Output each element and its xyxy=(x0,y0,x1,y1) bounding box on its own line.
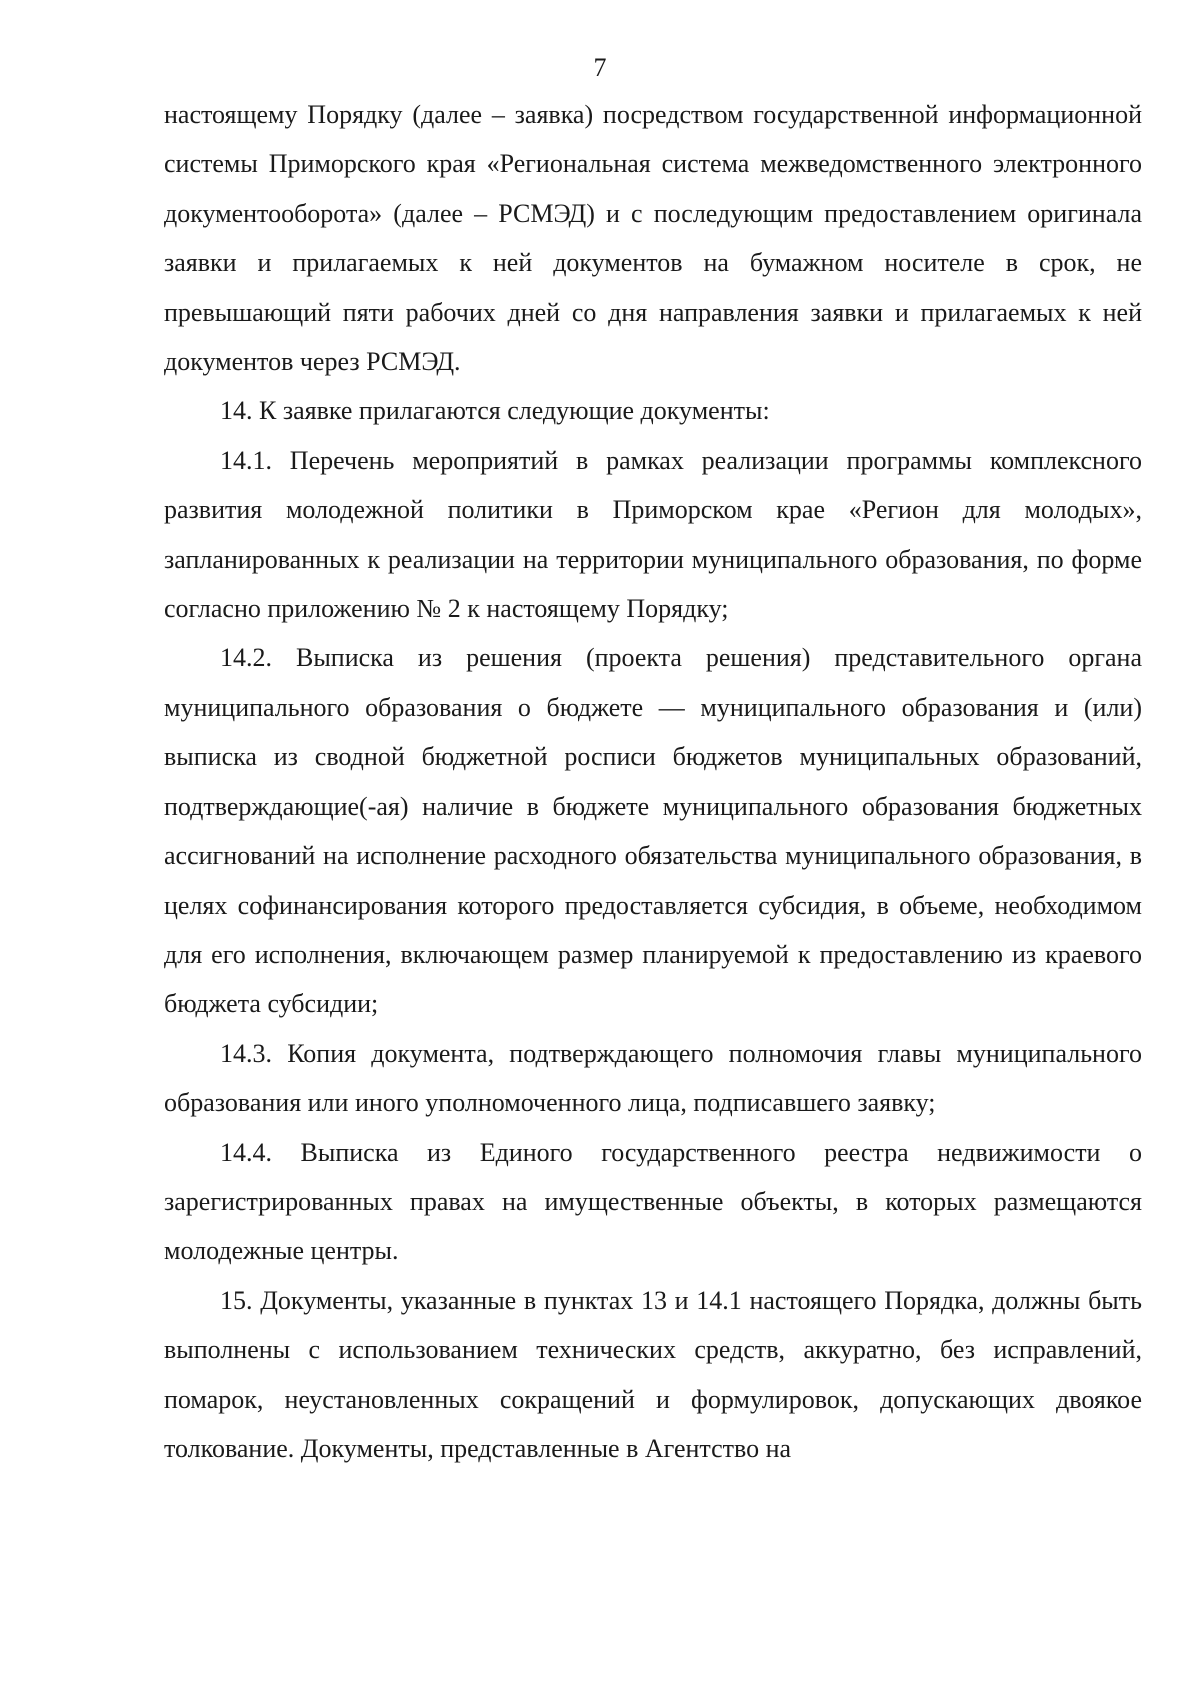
paragraph-item-14-1: 14.1. Перечень мероприятий в рамках реализации программы комплексного развития молодежной политики в Приморском крае «Регион для молодых», запланированных к реализации на территории муниципального образования, по форме согласно приложению № 2 к настоящему Порядку; xyxy=(164,445,1142,624)
paragraph-item-14-2: 14.2. Выписка из решения (проекта решения) представительного органа муниципального образования о бюджете — муниципального образования и (или) выписка из сводной бюджетной росписи бюджетов муниципальных образований, подтверждающие(-ая) наличие в бюджете муниципального образования бюджетных ассигнований на исполнение расходного обязательства муниципального образования, в целях софинансирования которого предоставляется субсидия, в объеме, необходимом для его исполнения, включающем размер планируемой к предоставлению из краевого бюджета субсидии; xyxy=(164,643,1142,1019)
document-body xyxy=(164,90,1142,1473)
page-number: 7 xyxy=(593,53,607,82)
paragraph-item-14: 14. К заявке прилагаются следующие документы: xyxy=(220,396,770,426)
paragraph-item-15: 15. Документы, указанные в пунктах 13 и 14.1 настоящего Порядка, должны быть выполнены с использованием технических средств, аккуратно, без исправлений, помарок, неустановленных сокращений и формулировок, допускающих двоякое толкование. Документы, представленные в Агентство на xyxy=(164,1285,1142,1463)
paragraph-item-14-4: 14.4. Выписка из Единого государственного реестра недвижимости о зарегистрированных правах на имущественные объекты, в которых размещаются молодежные центры. xyxy=(164,1137,1142,1266)
paragraph-continuation: настоящему Порядку (далее – заявка) посредством государственной информационной системы Приморского края «Региональная система межведомственного электронного документооборота» (далее – РСМЭД) и с последующим предоставлением оригинала заявки и прилагаемых к ней документов на бумажном носителе в срок, не превышающий пяти рабочих дней со дня направления заявки и прилагаемых к ней документов через РСМЭД. xyxy=(164,100,1142,377)
paragraph-item-14-3: 14.3. Копия документа, подтверждающего полномочия главы муниципального образования или иного уполномоченного лица, подписавшего заявку; xyxy=(164,1038,1142,1118)
